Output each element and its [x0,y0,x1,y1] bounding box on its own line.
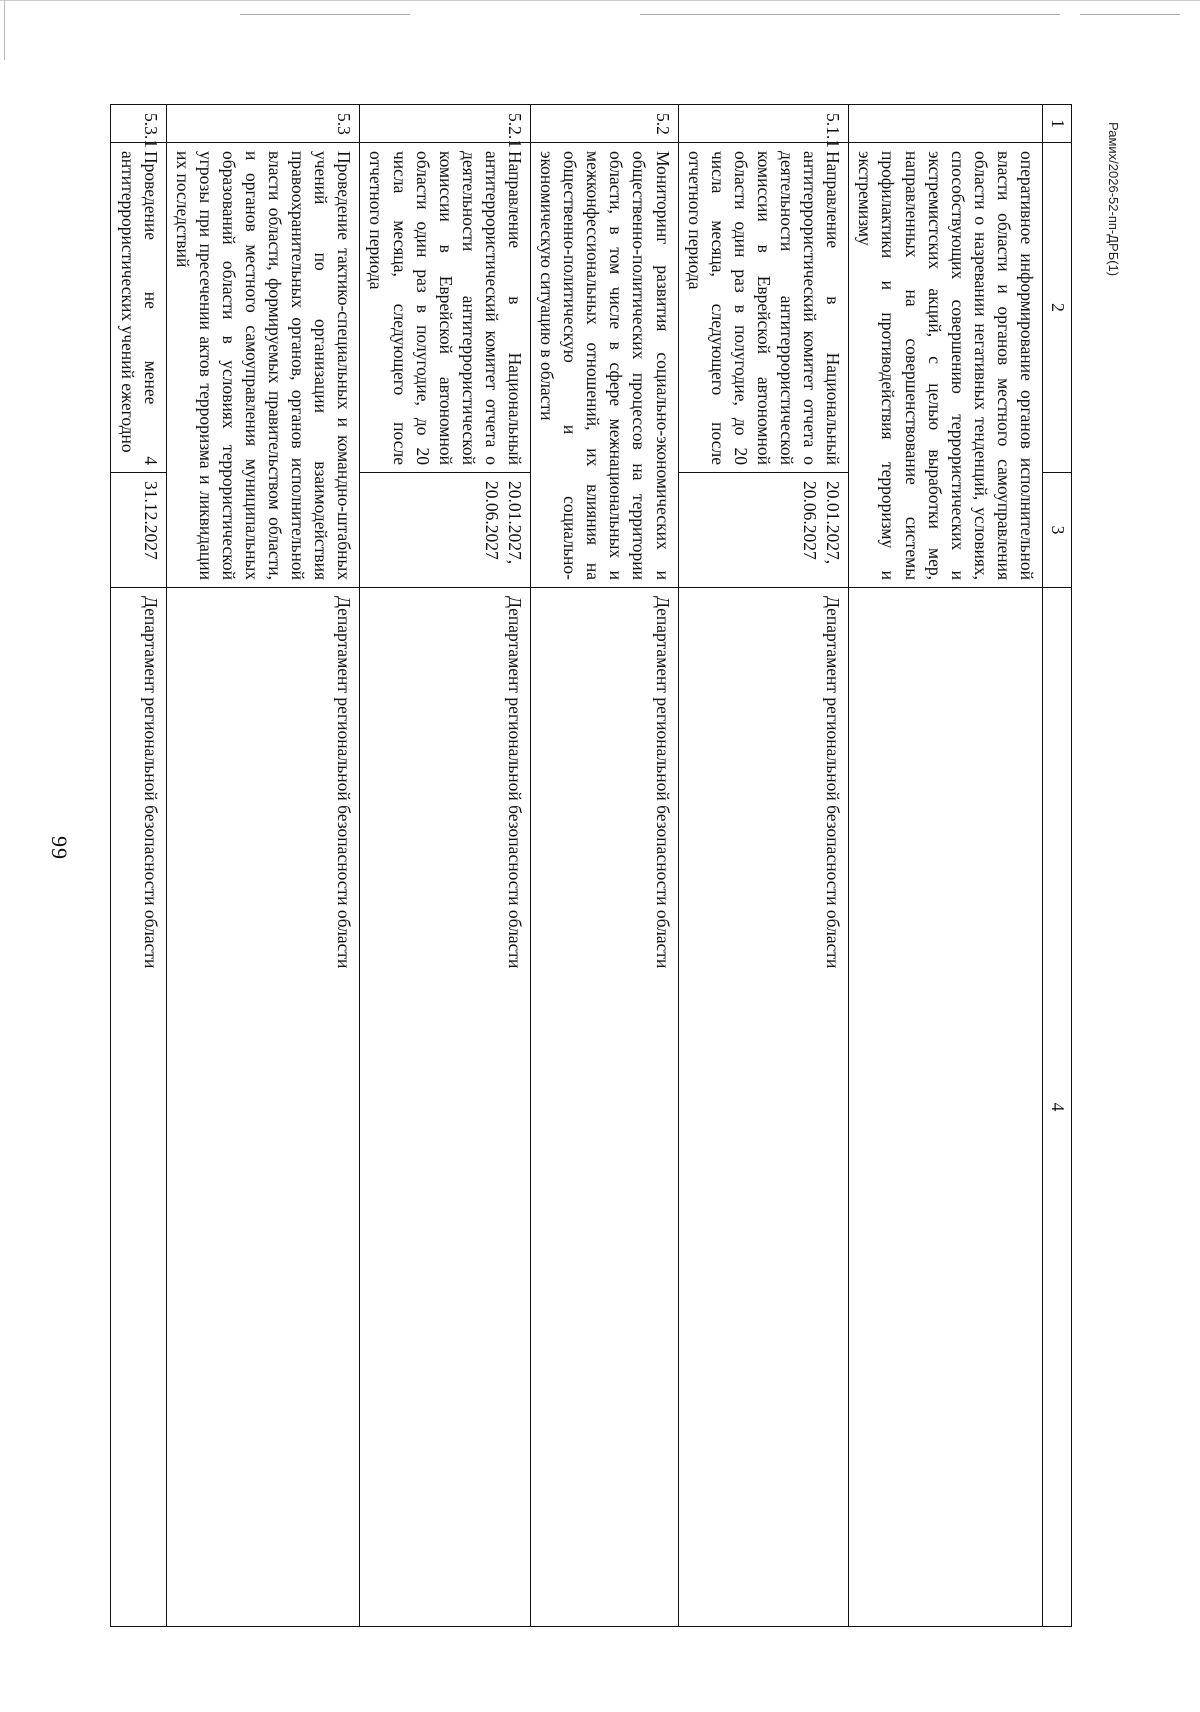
row-deadline: 20.01.2027, 20.06.2027 [678,473,849,588]
document-code: Рамих/2026-52-пп-ДРБ(1) [1106,122,1121,277]
row-executor-empty [849,588,1043,1627]
row-executor: Департамент региональной безопасности области [678,588,849,1627]
row-number: 5.1.1 [678,105,849,143]
row-description: оперативное информирование органов исполнительной власти области и органов местного самоуправления области о назревании негативных тенденций, условиях, способствующих совершению террористических и экстремистских акций, с целью выработки мер, направленных на совершенствование системы профилактики и противодействия терроризму и экстремизму [849,143,1043,588]
table-row [531,105,679,1627]
row-description: Направление в Национальный антитеррористический комитет отчета о деятельности антитеррористической комиссии в Еврейской автономной области один раз в полугодие, до 20 числа месяца, следующего после отчетного периода [678,143,849,473]
row-executor: Департамент региональной безопасности области [360,588,531,1627]
row-executor: Департамент региональной безопасности области [166,588,360,1627]
scan-mark [1080,14,1180,15]
scan-mark [640,14,1060,15]
row-number: 5.2 [531,105,679,143]
row-description: Проведение не менее 4 антитеррористических учений ежегодно [111,143,166,473]
scan-edge-left [4,0,5,60]
measures-table [110,104,1072,1627]
row-executor: Департамент региональной безопасности области [531,588,679,1627]
header-col-2: 2 [1043,143,1072,473]
table-row [360,105,531,1627]
row-number: 5.2.1 [360,105,531,143]
measures-table-container [117,104,1072,1626]
row-number-empty [849,105,1043,143]
row-description: Проведение тактико-специальных и командно-штабных учений по организации взаимодействия правоохранительных органов, органов исполнительной власти области, формируемых правительством области, и органов местного самоуправления муниципальных образований области в условиях террористической угрозы при пресечении актов терроризма и ликвидации их последствий [166,143,360,588]
header-col-1: 1 [1043,105,1072,143]
row-deadline: 20.01.2027, 20.06.2027 [360,473,531,588]
table-row [849,105,1043,1627]
row-deadline: 31.12.2027 [111,473,166,588]
table-row [111,105,166,1627]
page-number: 99 [47,836,72,860]
row-description: Мониторинг развития социально-экономических и общественно-политических процессов на территории области, в том числе в сфере межнациональных и межконфессиональных отношений, их влияния на общественно-политическую и социально-экономическую ситуацию в области [531,143,679,588]
row-number: 5.3 [166,105,360,143]
table-row [678,105,849,1627]
header-col-4: 4 [1043,588,1072,1627]
table-row [166,105,360,1627]
row-number: 5.3.1 [111,105,166,143]
header-col-3: 3 [1043,473,1072,588]
scan-mark [240,14,410,15]
row-description: Направление в Национальный антитеррористический комитет отчета о деятельности антитеррористической комиссии в Еврейской автономной области один раз в полугодие, до 20 числа месяца, следующего после отчетного периода [360,143,531,473]
table-header-row [1043,105,1072,1627]
scan-edge-top [0,0,1200,1]
row-executor: Департамент региональной безопасности области [111,588,166,1627]
